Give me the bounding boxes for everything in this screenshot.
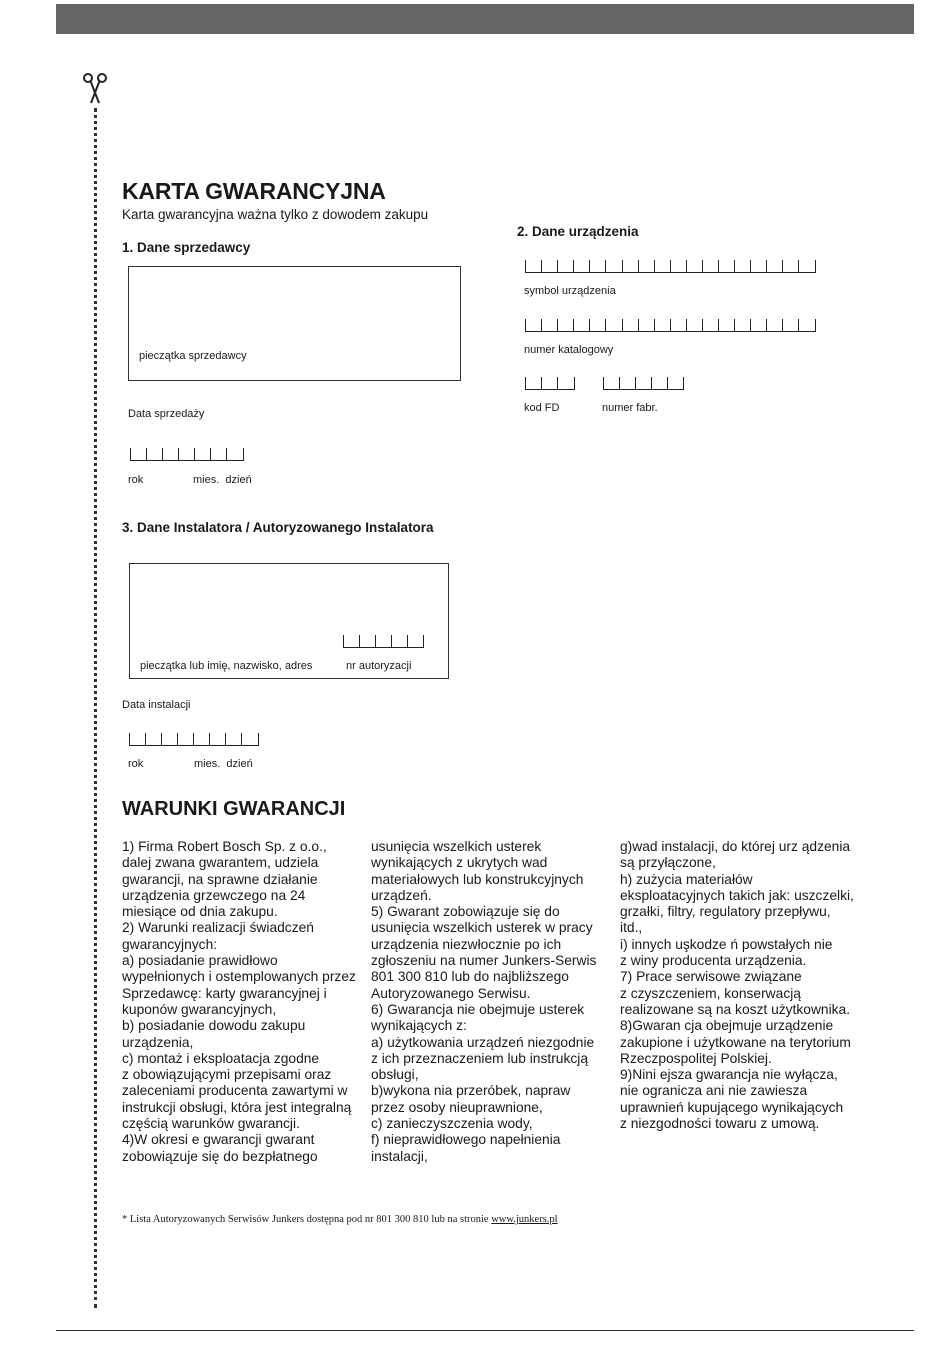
tick-mark (798, 260, 799, 273)
footnote-text: * Lista Autoryzowanych Serwisów Junkers dostępna pod nr 801 300 810 lub na stronie (122, 1214, 492, 1225)
installer-stamp-label: pieczątka lub imię, nazwisko, adres (140, 660, 313, 672)
tick-mark (603, 377, 604, 390)
tick-mark (683, 377, 684, 390)
seller-stamp-box[interactable] (128, 266, 461, 381)
tick-mark (702, 260, 703, 273)
tick-mark (654, 260, 655, 273)
tick-mark (619, 377, 620, 390)
tick-mark (670, 260, 671, 273)
tick-mark (209, 733, 210, 746)
catalog-number-label: numer katalogowy (524, 344, 614, 356)
sale-month-day-label: mies. dzień (193, 474, 252, 486)
terms-title: WARUNKI GWARANCJI (122, 798, 346, 820)
tick-mark (525, 377, 526, 390)
tick-mark (686, 260, 687, 273)
authorization-number-label: nr autoryzacji (346, 660, 412, 672)
tick-mark (573, 260, 574, 273)
fd-code-label: kod FD (524, 402, 560, 414)
tick-baseline (603, 389, 684, 390)
installer-heading: 3. Dane Instalatora / Autoryzowanego Instalatora (122, 520, 434, 535)
serial-number-field[interactable] (603, 376, 684, 390)
footnote (122, 1214, 558, 1225)
tick-mark (670, 319, 671, 332)
install-month-day-label: mies. dzień (194, 758, 253, 770)
tick-mark (162, 448, 163, 461)
tick-mark (589, 319, 590, 332)
tick-mark (258, 733, 259, 746)
tick-mark (734, 260, 735, 273)
seller-stamp-label: pieczątka sprzedawcy (139, 350, 247, 362)
tick-mark (622, 260, 623, 273)
tick-mark (541, 260, 542, 273)
tick-mark (129, 733, 130, 746)
tick-mark (589, 260, 590, 273)
serial-number-label: numer fabr. (602, 402, 658, 414)
install-date-field[interactable] (129, 732, 259, 746)
fd-code-field[interactable] (525, 376, 575, 390)
tick-mark (359, 635, 360, 648)
header-bar (56, 4, 914, 34)
tick-mark (815, 260, 816, 273)
tick-mark (193, 733, 194, 746)
tick-mark (638, 260, 639, 273)
tick-mark (177, 733, 178, 746)
device-heading: 2. Dane urządzenia (517, 224, 639, 239)
tick-mark (194, 448, 195, 461)
tick-mark (605, 260, 606, 273)
tick-mark (686, 319, 687, 332)
tick-mark (654, 319, 655, 332)
tick-mark (375, 635, 376, 648)
footnote-link[interactable]: www.junkers.pl (491, 1214, 558, 1225)
tick-mark (651, 377, 652, 390)
sale-date-field[interactable] (130, 447, 244, 461)
tick-mark (557, 260, 558, 273)
tick-mark (243, 448, 244, 461)
tick-mark (225, 733, 226, 746)
tick-mark (557, 377, 558, 390)
tick-baseline (343, 647, 424, 648)
tick-mark (622, 319, 623, 332)
tick-mark (541, 319, 542, 332)
tick-mark (638, 319, 639, 332)
tick-mark (541, 377, 542, 390)
catalog-number-field[interactable] (525, 318, 816, 332)
tick-mark (423, 635, 424, 648)
authorization-number-field[interactable] (343, 634, 424, 648)
install-year-label: rok (128, 758, 144, 770)
tick-mark (798, 319, 799, 332)
tick-mark (145, 733, 146, 746)
tick-mark (782, 260, 783, 273)
tick-mark (226, 448, 227, 461)
tick-mark (407, 635, 408, 648)
install-date-label: Data instalacji (122, 699, 191, 711)
tick-mark (241, 733, 242, 746)
tick-mark (391, 635, 392, 648)
tick-mark (146, 448, 147, 461)
cut-line (94, 108, 97, 1308)
terms-column-2: usunięcia wszelkich usterek wynikających z ukrytych wad materiałowych lub konstrukcyjnych urządzeń. 5) Gwarant zobowiązuje się do usunięcia wszelkich usterek w pracy urządzenia niezwłocznie po ich zgłoszeniu na numer Junkers-Serwis 801 300 810 lub do najbliższego Autoryzowanego Serwisu. 6) Gwarancja nie obejmuje usterek wynikających z: a) użytkowania urządzeń niezgodnie z ich przeznaczeniem lub instrukcją obsługi, b)wykona nia przeróbek, napraw przez osoby nieuprawnione, c) zanieczyszczenia wody, f) nieprawidłowego napełnienia instalacji, (371, 839, 597, 1164)
bottom-rule (56, 1330, 914, 1331)
tick-mark (750, 319, 751, 332)
page-title: KARTA GWARANCYJNA (122, 178, 386, 204)
tick-mark (734, 319, 735, 332)
tick-mark (750, 260, 751, 273)
seller-heading: 1. Dane sprzedawcy (122, 240, 251, 255)
tick-mark (210, 448, 211, 461)
tick-mark (766, 319, 767, 332)
tick-mark (161, 733, 162, 746)
sale-year-label: rok (128, 474, 144, 486)
tick-mark (557, 319, 558, 332)
tick-mark (815, 319, 816, 332)
page-subtitle: Karta gwarancyjna ważna tylko z dowodem zakupu (122, 207, 429, 222)
tick-mark (573, 319, 574, 332)
tick-mark (525, 319, 526, 332)
tick-mark (782, 319, 783, 332)
tick-mark (178, 448, 179, 461)
sale-date-label: Data sprzedaży (128, 408, 205, 420)
tick-mark (574, 377, 575, 390)
scissors-icon (82, 72, 108, 109)
tick-mark (718, 319, 719, 332)
device-symbol-field[interactable] (525, 259, 816, 273)
tick-baseline (525, 389, 575, 390)
tick-mark (635, 377, 636, 390)
tick-mark (718, 260, 719, 273)
tick-mark (667, 377, 668, 390)
terms-column-3: g)wad instalacji, do której urz ądzenia są przyłączone, h) zużycia materiałów eksploatacyjnych takich jak: uszczelki, grzałki, filtry, regulatory przepływu, itd., i) innych uşkodze ń powstałych nie z winy producenta urządzenia. 7) Prace serwisowe związane z czyszczeniem, konserwacją realizowane są na koszt użytkownika. 8)Gwaran cja obejmuje urządzenie zakupione i użytkowane na terytorium Rzeczpospolitej Polskiej. 9)Nini ejsza gwarancja nie wyłącza, nie ogranicza ani nie zawiesza uprawnień kupującego wynikających z niezgodności towaru z umową. (620, 839, 854, 1132)
terms-column-1: 1) Firma Robert Bosch Sp. z o.o., dalej zwana gwarantem, udziela gwarancji, na sprawne działanie urządzenia grzewczego na 24 miesiące od dnia zakupu. 2) Warunki realizacji świadczeń gwarancyjnych: a) posiadanie prawidłowo wypełnionych i ostemplowanych przez Sprzedawcę: karty gwarancyjnej i kuponów gwarancyjnych, b) posiadanie dowodu zakupu urządzenia, c) montaż i eksploatacja zgodne z obowiązującymi przepisami oraz zaleceniami producenta zawartymi w instrukcji obsługi, która jest integralną częścią warunków gwarancji. 4)W okresi e gwarancji gwarant zobowiązuje się do bezpłatnego (122, 839, 356, 1164)
tick-mark (343, 635, 344, 648)
tick-mark (766, 260, 767, 273)
device-symbol-label: symbol urządzenia (524, 285, 616, 297)
tick-mark (525, 260, 526, 273)
tick-mark (702, 319, 703, 332)
tick-mark (130, 448, 131, 461)
tick-mark (605, 319, 606, 332)
